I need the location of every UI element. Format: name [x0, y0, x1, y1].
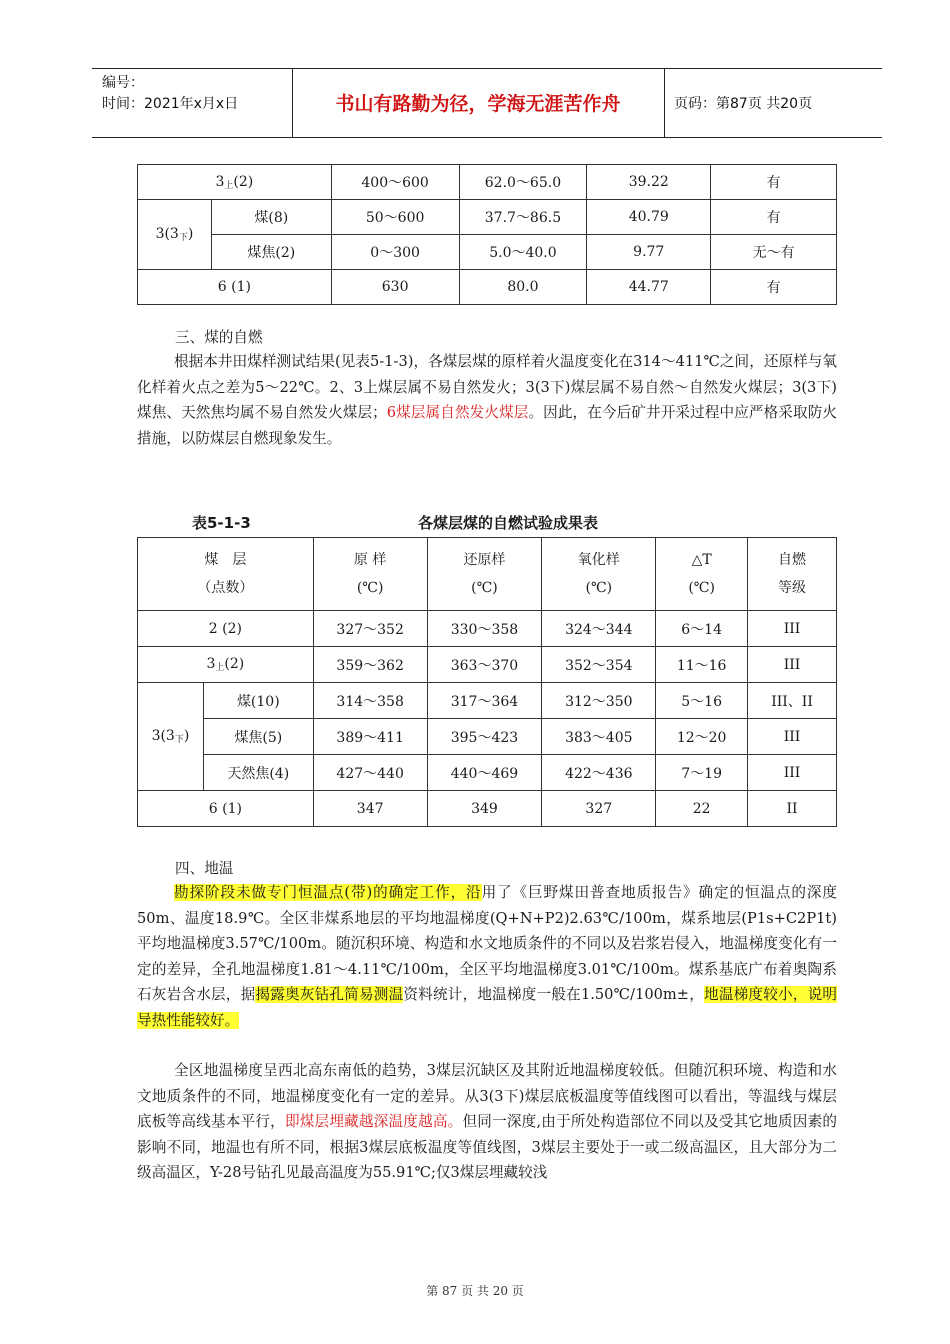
cell-group: $3(3_下)$ [138, 683, 204, 791]
table-cell: 7～19 [656, 755, 748, 791]
table-cell: 5～16 [656, 683, 748, 719]
table-row [138, 719, 837, 755]
table-cell: II [748, 791, 837, 827]
table-cell: 50～600 [331, 200, 459, 235]
para-text: 根据本井田煤样测试结果(见表5-1-3)，各煤层煤的原样着火温度变化在314～411℃之间，还原样与氧化样着火点之差为5～22℃。2、3上煤层属不易自然发火；3(3下)煤层属不易自然～自然发火煤层；3(3下)煤焦、天然焦均属不易自然发火煤层； [137, 353, 837, 421]
table-cell: 煤焦(2) [211, 235, 331, 270]
table-cell: 有 [711, 165, 837, 200]
table-cell: 317～364 [427, 683, 542, 719]
table-cell: III [748, 647, 837, 683]
table-cell: 324～344 [542, 611, 656, 647]
table-cell: 327～352 [313, 611, 427, 647]
table-cell: 40.79 [587, 200, 711, 235]
table-cell: III [748, 611, 837, 647]
table-cell: 352～354 [542, 647, 656, 683]
highlight-text: 地温梯度较小，说明导热性能较好。 [137, 986, 837, 1029]
cell-group: $3(3_下)$ [138, 200, 212, 270]
cell-seam: $3_上(2)$ [138, 647, 314, 683]
time-label: 时间：2021年x月x日 [102, 96, 239, 112]
table-cell: 37.7～86.5 [459, 200, 587, 235]
header-cell: 自燃 等级 [748, 538, 837, 611]
table-cell: 44.77 [587, 270, 711, 305]
table-cell: 煤(10) [203, 683, 313, 719]
table-row [138, 270, 837, 305]
table-header-row [138, 538, 837, 611]
highlight-text: 勘探阶段未做专门恒温点(带)的确定工作，沿 [174, 884, 482, 901]
table-cell: 363～370 [427, 647, 542, 683]
table-cell: III [748, 755, 837, 791]
cell-seam: $3_上(2)$ [138, 165, 332, 200]
table-cell: 327 [542, 791, 656, 827]
table-cell: 天然焦(4) [203, 755, 313, 791]
para-text: 全区地温梯度呈西北高东南低的趋势，3煤层沉缺区及其附近地温梯度较低。但随沉积环境、构造和水文地质条件的不同，地温梯度变化有一定的差异。从3(3下)煤层底板温度等值线图可以看出，等温线与煤层底板等高线基本平行， [137, 1062, 837, 1130]
section-paragraph [137, 349, 837, 451]
table-cell: 330～358 [427, 611, 542, 647]
table-cell: III、II [748, 683, 837, 719]
table-cell: 22 [656, 791, 748, 827]
table-cell: 煤焦(5) [203, 719, 313, 755]
table-cell: 0～300 [331, 235, 459, 270]
table-cell: 400～600 [331, 165, 459, 200]
table-cell: 煤(8) [211, 200, 331, 235]
table-row [138, 791, 837, 827]
para-text: 用了《巨野煤田普查地质报告》确定的恒温点的深度50m、温度18.9℃。全区非煤系地层的平均地温梯度(Q+N+P2)2.63℃/100m，煤系地层(P1s+C2P1t)平均地温梯度3.57℃/100m。随沉积环境、构造和水文地质条件的不同以及岩浆岩侵入，地温梯度变化有一定的差异，全孔地温梯度1.81～4.11℃/100m，全区平均地温梯度3.01℃/100m。煤系基底广布着奥陶系石灰岩含水层，据 [137, 884, 837, 1003]
table-cell: 383～405 [542, 719, 656, 755]
table-cell: 6 (1) [138, 270, 332, 305]
table-number: 表5-1-3 [192, 514, 251, 532]
table-cell: III [748, 719, 837, 755]
table-row [138, 165, 837, 200]
table-cell: 80.0 [459, 270, 587, 305]
header-cell: 煤 层 （点数） [138, 538, 314, 611]
para-text: 资料统计，地温梯度一般在1.50℃/100m±， [403, 986, 705, 1003]
section-paragraph [137, 880, 837, 1033]
table-row [138, 200, 837, 235]
header-meta [102, 73, 292, 115]
table-top [137, 164, 837, 305]
section-paragraph [137, 1058, 837, 1186]
table-cell: 395～423 [427, 719, 542, 755]
table-cell: 12～20 [656, 719, 748, 755]
table-cell: 2 (2) [138, 611, 314, 647]
para-text: 但同一深度,由于所处构造部位不同以及受其它地质因素的影响不同，地温也有所不同，根据3煤层底板温度等值线图，3煤层主要处于一或二级高温区，且大部分为二级高温区，Y-28号钻孔见最高温度为55.91℃;仅3煤层埋藏较浅 [137, 1113, 837, 1181]
red-text: 即煤层埋藏越深温度越高。 [284, 1113, 463, 1130]
header-divider [292, 69, 293, 137]
table-cell: 427～440 [313, 755, 427, 791]
table-cell: 62.0～65.0 [459, 165, 587, 200]
header-cell: 原 样 (℃) [313, 538, 427, 611]
table-cell: 312～350 [542, 683, 656, 719]
table-row [138, 755, 837, 791]
table-cell: 389～411 [313, 719, 427, 755]
header-cell: 氧化样 (℃) [542, 538, 656, 611]
section-heading: 三、煤的自燃 [175, 329, 263, 346]
page-header [92, 68, 882, 138]
header-cell: 还原样 (℃) [427, 538, 542, 611]
table-cell: 有 [711, 270, 837, 305]
table-cell: 422～436 [542, 755, 656, 791]
table-cell: 9.77 [587, 235, 711, 270]
table-row [138, 235, 837, 270]
table-row [138, 611, 837, 647]
header-motto: 书山有路勤为径，学海无涯苦作舟 [335, 93, 621, 115]
code-label: 编号： [102, 75, 144, 91]
table-cell: 11～16 [656, 647, 748, 683]
table-cell: 630 [331, 270, 459, 305]
para-text: 。因此，在今后矿井开采过程中应严格采取防火措施，以防煤层自燃现象发生。 [137, 404, 837, 447]
table-title: 各煤层煤的自燃试验成果表 [418, 514, 599, 532]
table-cell: 6 (1) [138, 791, 314, 827]
header-page-info: 页码：第87页 共20页 [674, 96, 813, 112]
section-heading: 四、地温 [175, 860, 234, 877]
table-cell: 349 [427, 791, 542, 827]
header-divider [664, 69, 665, 137]
table-cell: 440～469 [427, 755, 542, 791]
table-cell: 314～358 [313, 683, 427, 719]
table-cell: 359～362 [313, 647, 427, 683]
table-main [137, 537, 837, 827]
table-cell: 无～有 [711, 235, 837, 270]
table-cell: 6～14 [656, 611, 748, 647]
page-footer: 第 87 页 共 20 页 [426, 1284, 524, 1298]
table-row [138, 647, 837, 683]
header-cell: △T (℃) [656, 538, 748, 611]
red-text: 6煤层属自然发火煤层 [386, 404, 529, 421]
highlight-text: 揭露奥灰钻孔简易测温 [255, 986, 404, 1003]
table-cell: 有 [711, 200, 837, 235]
table-cell: 347 [313, 791, 427, 827]
table-row [138, 683, 837, 719]
table-cell: 5.0～40.0 [459, 235, 587, 270]
table-cell: 39.22 [587, 165, 711, 200]
